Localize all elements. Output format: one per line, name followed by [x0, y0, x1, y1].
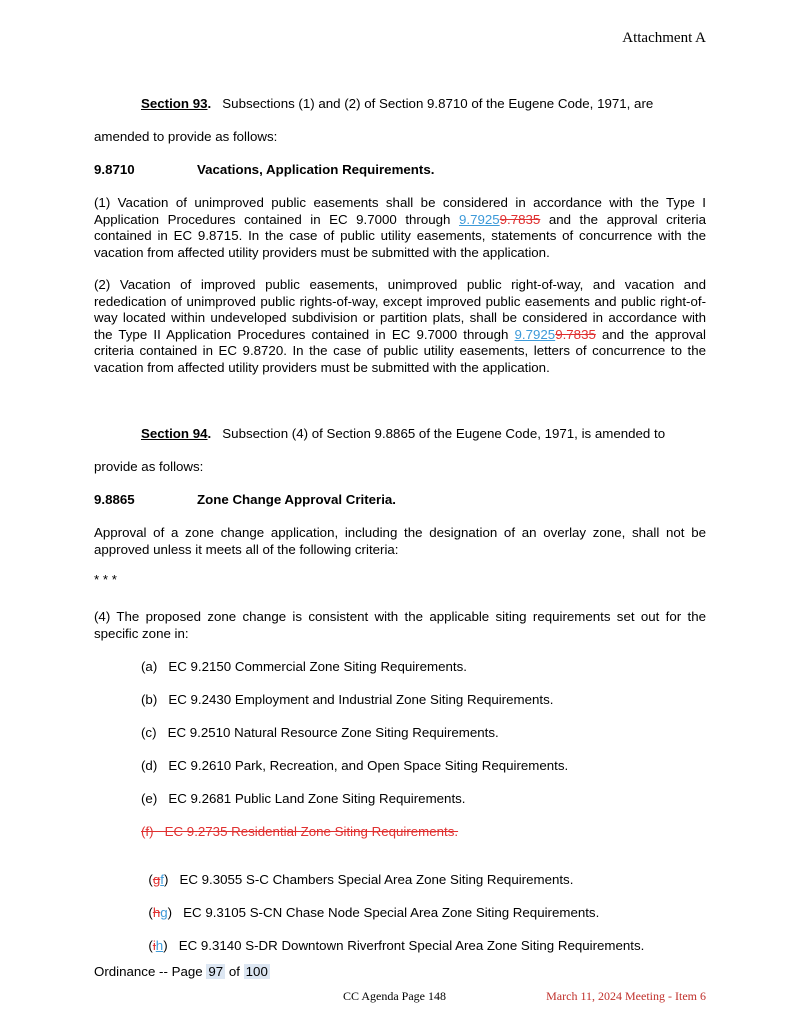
deleted-text: 9.7835 [499, 211, 541, 227]
page-footer: Ordinance -- Page 97 of 100 [94, 964, 268, 979]
section-93-heading: 9.8710 Vacations, Application Requirements. [94, 162, 435, 177]
section-93-intro-line2: amended to provide as follows: [94, 129, 278, 144]
deleted-text: h [152, 905, 161, 920]
list-item-c: (c) EC 9.2510 Natural Resource Zone Siting Requirements. [141, 725, 499, 740]
section-94-heading: 9.8865 Zone Change Approval Criteria. [94, 492, 396, 507]
list-item-b: (b) EC 9.2430 Employment and Industrial Zone Siting Requirements. [141, 692, 554, 707]
list-item-g: (gf) EC 9.3055 S-C Chambers Special Area Zone Siting Requirements. [148, 872, 574, 887]
attachment-label: Attachment A [622, 30, 706, 46]
inserted-text: 9.7925 [458, 211, 500, 227]
section-93-paragraph-1: (1) Vacation of unimproved public easements shall be considered in accordance with the Type I Application Procedures contained in EC 9.7000 through 9.79259.7835 and the approval criteria contained in EC 9.8715. In the case of public utility easements, statements of concurrence with the vacation from affected utility providers must be submitted with the application. [94, 195, 706, 260]
section-93-label: Section 93 [141, 96, 208, 111]
section-93-paragraph-2: (2) Vacation of improved public easements, unimproved public right-of-way, and vacation and rededication of unimproved public rights-of-way, except improved public easements and public right-of-way located within undeveloped subdivision or partition plats, shall be considered in accordance with the Type II Application Procedures contained in EC 9.7000 through 9.79259.7835 and the approval criteria contained in EC 9.8720. In the case of public utility easements, letters of concurrence to the vacation from affected utility providers must be submitted with the application. [94, 277, 706, 375]
list-item-h: (hg) EC 9.3105 S-CN Chase Node Special Area Zone Siting Requirements. [148, 905, 600, 920]
section-94-paragraph-approval: Approval of a zone change application, including the designation of an overlay zone, shall not be approved unless it meets all of the following criteria: [94, 525, 706, 557]
deleted-text: 9.7835 [555, 326, 596, 342]
deleted-text: g [152, 872, 161, 887]
section-94-paragraph-4: (4) The proposed zone change is consistent with the applicable siting requirements set out for the specific zone in: [94, 609, 706, 641]
page-total-field: 100 [245, 964, 268, 979]
section-94-label: Section 94 [141, 426, 208, 441]
page-number-field: 97 [208, 964, 224, 979]
meeting-label: March 11, 2024 Meeting - Item 6 [546, 989, 706, 1003]
section-93-intro: Section 93. Subsections (1) and (2) of Section 9.8710 of the Eugene Code, 1971, are [141, 96, 654, 111]
section-94-intro: Section 94. Subsection (4) of Section 9.8865 of the Eugene Code, 1971, is amended to [141, 426, 666, 441]
deleted-text: i [152, 938, 156, 953]
list-item-i: (ih) EC 9.3140 S-DR Downtown Riverfront Special Area Zone Siting Requirements. [148, 938, 645, 953]
list-item-a: (a) EC 9.2150 Commercial Zone Siting Requirements. [141, 659, 467, 674]
ellipsis-stars: * * * [94, 572, 117, 587]
section-94-intro-line2: provide as follows: [94, 459, 204, 474]
agenda-page-label: CC Agenda Page 148 [343, 989, 446, 1003]
inserted-text: h [155, 938, 164, 953]
list-item-e: (e) EC 9.2681 Public Land Zone Siting Requirements. [141, 791, 466, 806]
inserted-text: f [160, 872, 164, 887]
list-item-d: (d) EC 9.2610 Park, Recreation, and Open Space Siting Requirements. [141, 758, 569, 773]
inserted-text: 9.7925 [514, 326, 556, 342]
list-item-f-deleted: (f) EC 9.2735 Residential Zone Siting Requirements. [141, 824, 459, 839]
inserted-text: g [160, 905, 168, 920]
